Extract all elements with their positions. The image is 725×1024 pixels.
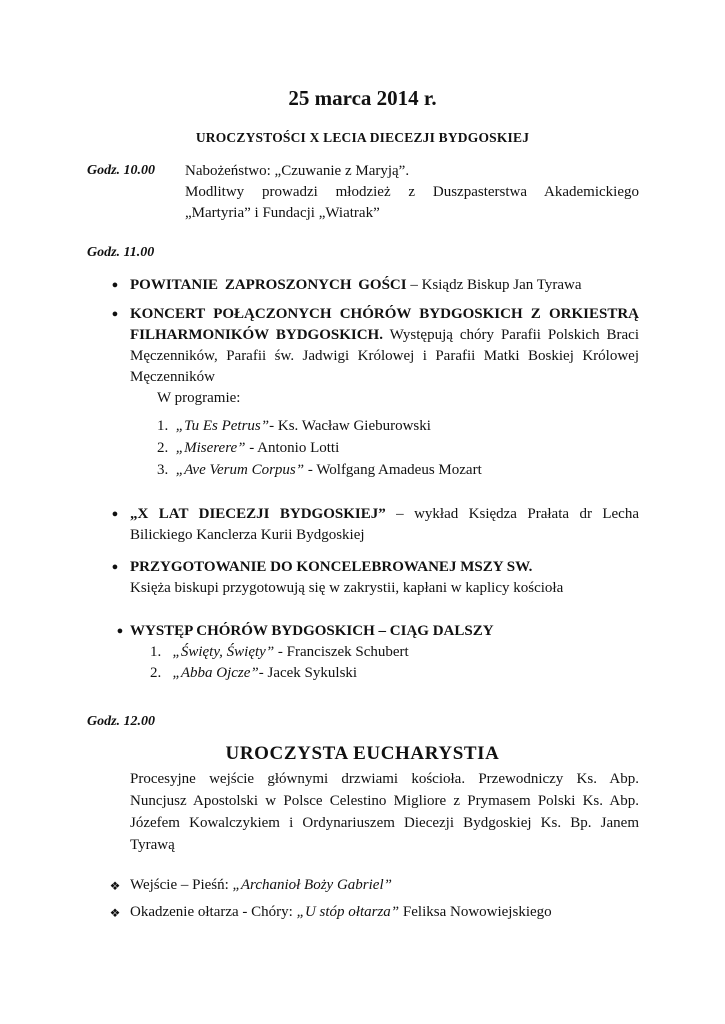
piece-composer: - Franciszek Schubert — [274, 644, 409, 660]
list-item — [130, 877, 392, 894]
concert-line-2 — [130, 327, 639, 344]
document-date: 25 marca 2014 r. — [288, 86, 437, 110]
preparation-desc: Księża biskupi przygotowują się w zakrystii, kapłani w kaplicy kościoła — [130, 580, 564, 596]
concert-line-3: Męczenników, Parafii św. Jadwigi Królowej i Parafii Matki Boskiej Królowej — [130, 348, 639, 364]
piece-composer: - Antonio Lotti — [245, 440, 340, 456]
concert-heading-cont: FILHARMONIKÓW BYDGOSKICH. — [130, 327, 383, 343]
prayers-line-2: „Martyria” i Fundacji „Wiatrak” — [185, 205, 380, 221]
event-title: UROCZYSTOŚCI X LECIA DIECEZJI BYDGOSKIEJ — [195, 130, 530, 145]
bullet-icon: ● — [111, 561, 119, 573]
piece-composer: - Ks. Wacław Gieburowski — [269, 418, 431, 434]
liturgy-step: Okadzenie ołtarza - Chóry: — [130, 904, 297, 920]
hymn-title: „Archanioł Boży Gabriel” — [232, 877, 392, 893]
lecture-title: „X LAT DIECEZJI BYDGOSKIEJ” — [130, 506, 386, 522]
list-item — [150, 665, 357, 682]
preparation-heading: PRZYGOTOWANIE DO KONCELEBROWANEJ MSZY SW. — [130, 559, 533, 575]
time-1000: Godz. 10.00 — [87, 163, 156, 178]
welcome-item — [130, 277, 582, 294]
piece-title: „Abba Ojcze” — [172, 665, 259, 681]
hymn-title: „U stóp ołtarza” — [296, 904, 400, 920]
welcome-heading: POWITANIE ZAPROSZONYCH GOŚCI — [130, 277, 407, 293]
piece-title: „Ave Verum Corpus” — [175, 462, 305, 478]
list-item — [157, 418, 431, 435]
list-number: 3. — [157, 462, 169, 478]
service-line: Nabożeństwo: „Czuwanie z Maryją”. — [185, 163, 410, 179]
diamond-bullet-icon: ❖ — [109, 879, 121, 893]
list-number: 1. — [157, 418, 169, 434]
list-item — [150, 644, 409, 661]
list-item — [157, 462, 482, 479]
list-number: 2. — [157, 440, 169, 456]
choir-heading: WYSTĘP CHÓRÓW BYDGOSKICH – CIĄG DALSZY — [130, 623, 494, 639]
eucharist-para-4: Tyrawą — [130, 837, 175, 853]
hymn-author: Feliksa Nowowiejskiego — [399, 904, 552, 920]
time-1100: Godz. 11.00 — [87, 245, 155, 260]
prayers-line: Modlitwy prowadzi młodzież z Duszpasterstwa Akademickiego — [185, 184, 639, 200]
list-number: 2. — [150, 665, 162, 681]
piece-title: „Tu Es Petrus” — [175, 418, 270, 434]
program-label: W programie: — [157, 390, 241, 406]
piece-composer: - Jacek Sykulski — [258, 665, 358, 681]
eucharist-para-3: Józefem Kowalczykiem i Ordynariuszem Diecezji Bydgoskiej Ks. Bp. Janem — [130, 815, 639, 831]
eucharist-para-2: Nuncjusz Apostolski w Polsce Celestino Migliore z Prymasem Polski Ks. Abp. — [130, 793, 639, 809]
list-item — [130, 904, 552, 921]
piece-title: „Miserere” — [175, 440, 246, 456]
eucharist-para-1: Procesyjne wejście głównymi drzwiami kościoła. Przewodniczy Ks. Abp. — [130, 771, 639, 787]
concert-line-4: Męczenników — [130, 369, 215, 385]
lecture-line-2: Bilickiego Kanclerza Kurii Bydgoskiej — [130, 527, 365, 543]
concert-desc: Występują chóry Parafii Polskich Braci — [382, 327, 640, 343]
welcome-host: – Ksiądz Biskup Jan Tyrawa — [406, 277, 582, 293]
bullet-icon: ● — [111, 308, 119, 320]
bullet-icon: ● — [111, 279, 119, 291]
list-item — [157, 440, 339, 457]
list-number: 1. — [150, 644, 162, 660]
lecture-desc: – wykład Księdza Prałata dr Lecha — [385, 506, 639, 522]
eucharist-heading: UROCZYSTA EUCHARYSTIA — [225, 743, 500, 764]
piece-composer: - Wolfgang Amadeus Mozart — [304, 462, 482, 478]
piece-title: „Święty, Święty” — [172, 644, 275, 660]
diamond-bullet-icon: ❖ — [109, 906, 121, 920]
concert-heading: KONCERT POŁĄCZONYCH CHÓRÓW BYDGOSKICH Z ORKIESTRĄ — [130, 306, 639, 322]
bullet-icon: ● — [116, 625, 124, 637]
lecture-line-1 — [130, 506, 639, 523]
time-1200: Godz. 12.00 — [87, 714, 156, 729]
bullet-icon: ● — [111, 508, 119, 520]
liturgy-step: Wejście – Pieśń: — [130, 877, 233, 893]
